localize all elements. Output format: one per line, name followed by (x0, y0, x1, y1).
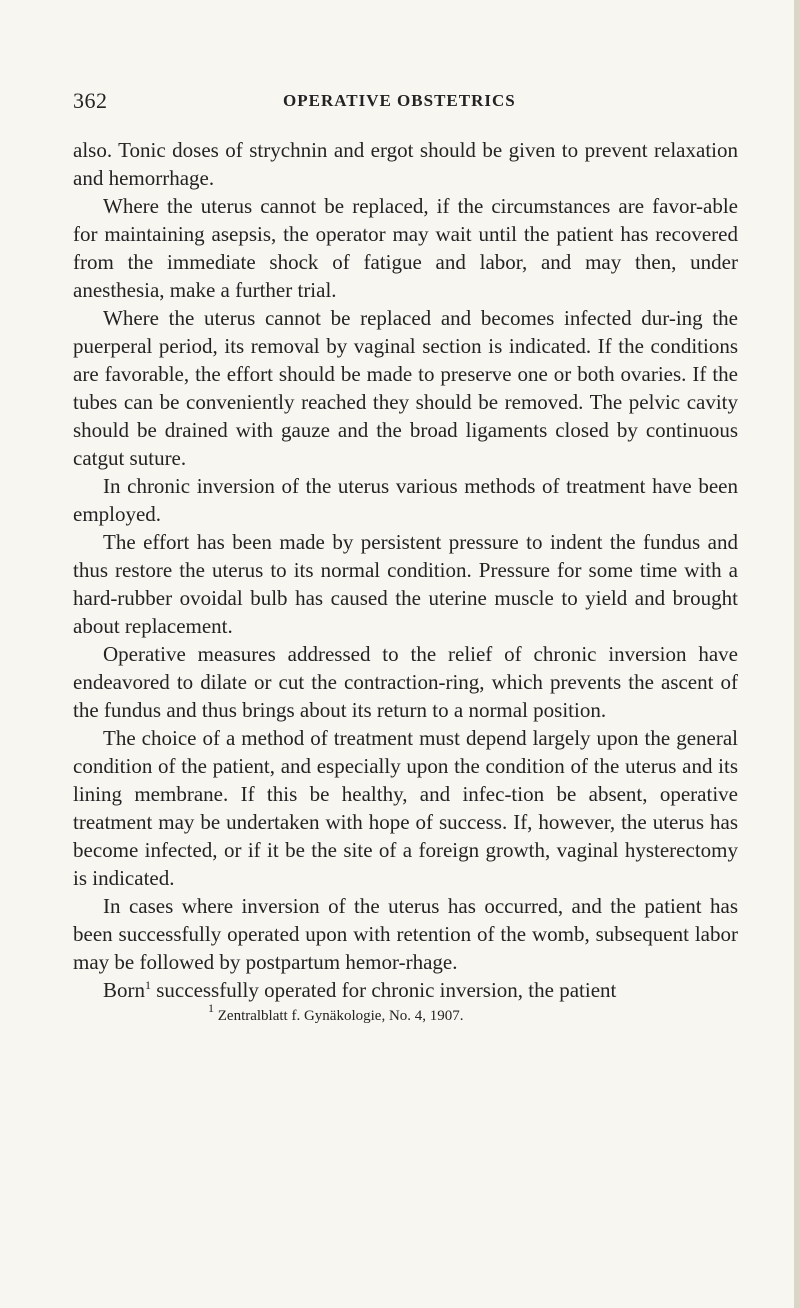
page-number: 362 (73, 88, 108, 113)
paragraph: Where the uterus cannot be replaced and becomes infected dur-ing the puerperal period, its removal by vaginal section is indicated. If the conditions are favorable, the effort should be made to preserve one or both ovaries. If the tubes can be conveniently reached they should be removed. The pelvic cavity should be drained with gauze and the broad ligaments closed by continuous catgut suture. (73, 306, 738, 470)
paragraph: Operative measures addressed to the relief of chronic inversion have endeavored to dilate or cut the contraction-ring, which prevents the ascent of the fundus and thus brings about its return to a normal position. (73, 642, 738, 722)
paragraph-continued (73, 976, 738, 1004)
paragraph-rest: successfully operated for chronic inversion, the patient (151, 978, 617, 1002)
page-edge (794, 0, 800, 1308)
book-page (73, 88, 738, 1026)
paragraph: The effort has been made by persistent pressure to indent the fundus and thus restore the uterus to its normal condition. Pressure for some time with a hard-rubber ovoidal bulb has caused the uterine muscle to yield and brought about replacement. (73, 530, 738, 638)
paragraph: The choice of a method of treatment must depend largely upon the general condition of the patient, and especially upon the condition of the uterus and its lining membrane. If this be healthy, and infec-tion be absent, operative treatment may be undertaken with hope of success. If, however, the uterus has become infected, or if it be the site of a foreign growth, vaginal hysterectomy is indicated. (73, 726, 738, 890)
footnote-mark: 1 (208, 1001, 214, 1015)
footnote (73, 1001, 738, 1026)
paragraph: In chronic inversion of the uterus various methods of treatment have been employed. (73, 474, 738, 526)
paragraph-lead: Born (103, 978, 145, 1002)
paragraph: also. Tonic doses of strychnin and ergot should be given to prevent relaxation and hemorrhage. (73, 138, 738, 190)
page-header (73, 88, 738, 118)
footnote-text: Zentralblatt f. Gynäkologie, No. 4, 1907. (214, 1008, 464, 1024)
paragraph: In cases where inversion of the uterus has occurred, and the patient has been successfully operated upon with retention of the womb, subsequent labor may be followed by postpartum hemor-rhage. (73, 894, 738, 974)
running-title: OPERATIVE OBSTETRICS (283, 91, 516, 110)
paragraph: Where the uterus cannot be replaced, if the circumstances are favor-able for maintaining asepsis, the operator may wait until the patient has recovered from the immediate shock of fatigue and labor, and may then, under anesthesia, make a further trial. (73, 194, 738, 302)
body-text (73, 136, 738, 1004)
footnote-reference[interactable]: 1 (145, 978, 151, 992)
